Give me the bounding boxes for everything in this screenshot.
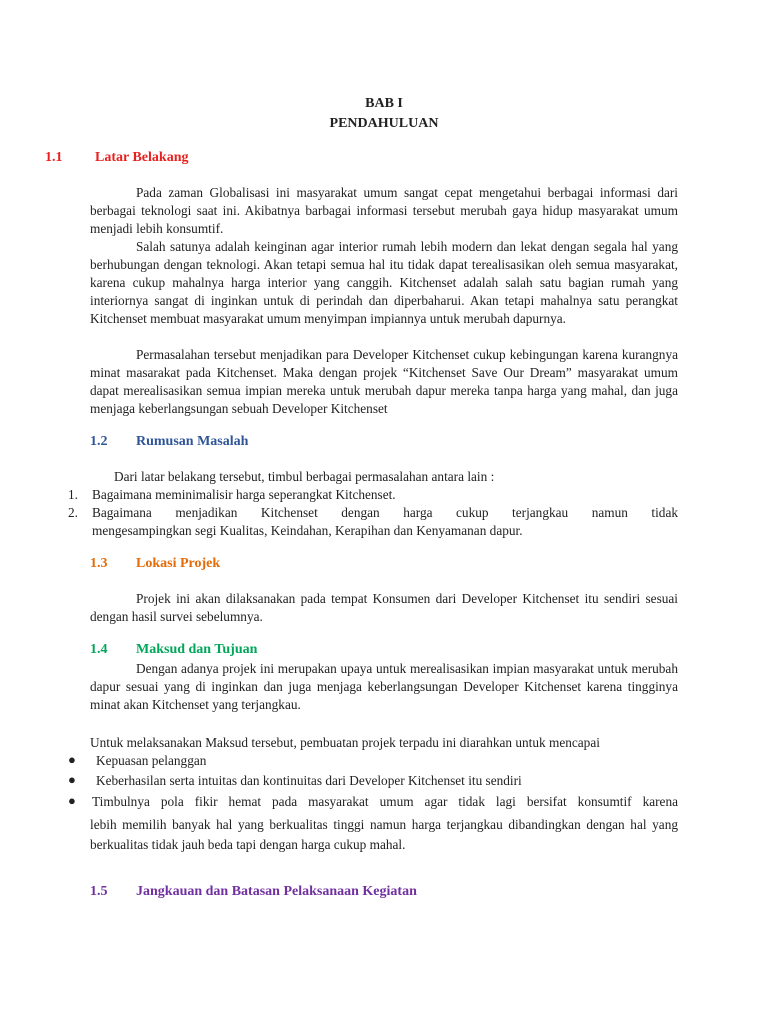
list-number-1: 1. <box>68 487 78 502</box>
section-3-number: 1.3 <box>90 556 108 571</box>
bullet-icon: ● <box>68 772 76 787</box>
section-4-paragraph-2: Untuk melaksanakan Maksud tersebut, pembuatan projek terpadu ini diarahkan untuk mencapai <box>90 735 600 750</box>
section-4-title: Maksud dan Tujuan <box>136 642 258 657</box>
bullet-item-1: Kepuasan pelanggan <box>96 753 207 768</box>
bullet-item-2: Keberhasilan serta intuitas dan kontinuitas dari Developer Kitchenset itu sendiri <box>96 773 522 788</box>
section-1-number: 1.1 <box>45 150 63 165</box>
bullet-item-3-rest: lebih memilih banyak hal yang berkualitas tinggi namun harga terjangkau dibandingkan dengan hal yang berkualitas tidak jauh beda tapi dengan harga cukup mahal. <box>90 817 678 852</box>
section-1-paragraph-1: Pada zaman Globalisasi ini masyarakat umum sangat cepat mengetahui berbagai informasi dari berbagai teknologi saat ini. Akibatnya barbagai informasi tersebut merubah gaya hidup masyarakat umum menjadi lebih konsumtif. <box>90 185 678 236</box>
section-2-number: 1.2 <box>90 434 108 449</box>
section-4-paragraph-1: Dengan adanya projek ini merupakan upaya untuk merealisasikan impian masyarakat untuk merubah dapur sesuai yang di inginkan dan juga menjaga keberlangsungan Developer Kitchenset karena tingginya minat akan Kitchenset yang terjangkau. <box>90 661 678 712</box>
bullet-item-3-line-1: Timbulnya pola fikir hemat pada masyarakat umum agar tidak lagi bersifat konsumtif karena <box>92 794 678 809</box>
list-item-1: Bagaimana meminimalisir harga seperangkat Kitchenset. <box>92 487 396 502</box>
section-3-title: Lokasi Projek <box>136 556 221 571</box>
section-5-number: 1.5 <box>90 884 108 899</box>
list-item-2-line-2: mengesampingkan segi Kualitas, Keindahan, Kerapihan dan Kenyamanan dapur. <box>92 523 523 538</box>
chapter-label: BAB I <box>365 96 403 111</box>
section-2-intro: Dari latar belakang tersebut, timbul berbagai permasalahan antara lain : <box>114 469 495 484</box>
section-1-title: Latar Belakang <box>95 150 189 165</box>
section-3-paragraph: Projek ini akan dilaksanakan pada tempat Konsumen dari Developer Kitchenset itu sendiri sesuai dengan hasil survei sebelumnya. <box>90 591 678 624</box>
section-4-number: 1.4 <box>90 642 108 657</box>
section-1-paragraph-2: Salah satunya adalah keinginan agar interior rumah lebih modern dan lekat dengan segala hal yang berhubungan dengan teknologi. Akan tetapi semua hal itu tidak dapat terealisasikan oleh semua masyarakat, karena cukup mahalnya harga interior yang canggih. Kitchenset adalah salah satu bagian rumah yang interiornya sangat di inginkan untuk di perindah dan diperbaharui. Akan tetapi mahalnya satu perangkat Kitchenset membuat masyarakat umum menyimpan impiannya untuk merubah dapurnya. <box>90 239 678 326</box>
list-number-2: 2. <box>68 505 78 520</box>
chapter-title: PENDAHULUAN <box>329 116 439 131</box>
bullet-icon: ● <box>68 793 76 808</box>
list-item-2-line-1: Bagaimana menjadikan Kitchenset dengan harga cukup terjangkau namun tidak <box>92 505 678 520</box>
section-5-title: Jangkauan dan Batasan Pelaksanaan Kegiatan <box>136 884 417 899</box>
section-2-title: Rumusan Masalah <box>136 434 249 449</box>
bullet-icon: ● <box>68 752 76 767</box>
section-1-paragraph-3: Permasalahan tersebut menjadikan para Developer Kitchenset cukup kebingungan karena kurangnya minat masarakat pada Kitchenset. Maka dengan projek “Kitchenset Save Our Dream” masyarakat umum dapat merealisasikan semua impian mereka untuk merubah dapur mereka tanpa harga yang mahal, dan juga menjaga keberlangsungan sebuah Developer Kitchenset <box>90 347 678 416</box>
